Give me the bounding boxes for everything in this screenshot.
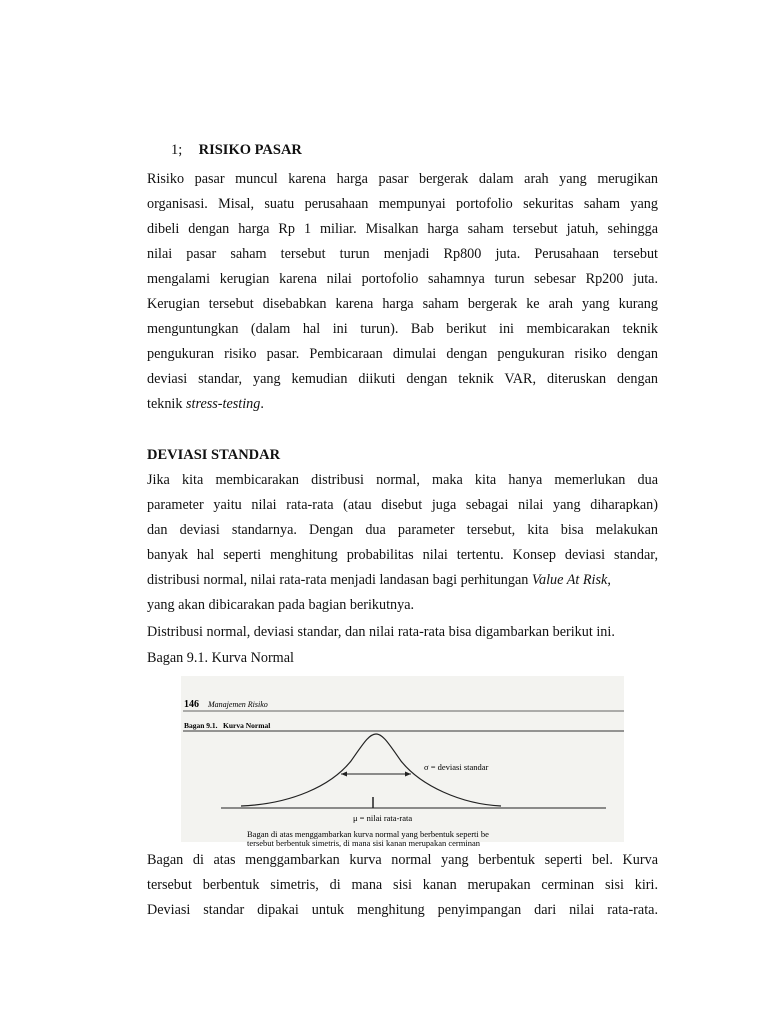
figure-bottom-text-2: tersebut berbentuk simetris, di mana sisi kanan merupakan cerminan [247, 838, 480, 848]
paragraph-line: parameter yaitu nilai rata-rata (atau disebut juga sebagai nilai yang diharapkan) [147, 497, 658, 513]
mu-label: μ = nilai rata-rata [353, 813, 413, 823]
figure-intro-line: Distribusi normal, deviasi standar, dan nilai rata-rata bisa digambarkan berikut ini. [147, 624, 615, 640]
normal-curve-image [181, 676, 624, 848]
paragraph-last-line [147, 392, 658, 417]
paragraph-line: Risiko pasar muncul karena harga pasar bergerak dalam arah yang merugikan [147, 171, 658, 187]
figure-caption: Bagan 9.1. Kurva Normal [147, 650, 294, 666]
book-header: Manajemen Risiko [208, 700, 268, 709]
section-heading-risiko-pasar [171, 142, 302, 159]
paragraph-line: tersebut berbentuk simetris, di mana sisi kanan merupakan cerminan sisi kiri. [147, 877, 658, 893]
paragraph-line: yang akan dibicarakan pada bagian berikutnya. [147, 597, 415, 613]
paragraph-risiko-pasar [147, 167, 658, 417]
paragraph-line: pengukuran risiko pasar. Pembicaraan dimulai dengan pengukuran risiko dengan [147, 346, 658, 362]
figure-bottom-text-1: Bagan di atas menggambarkan kurva normal yang berbentuk seperti be [247, 829, 489, 839]
paragraph-line: dan deviasi standarnya. Dengan dua parameter tersebut, kita bisa melakukan [147, 522, 658, 538]
book-page-number: 146 [184, 699, 199, 710]
section-number: 1; [171, 142, 183, 158]
sigma-label: σ = deviasi standar [424, 762, 489, 772]
paragraph-line: nilai pasar saham tersebut turun menjadi Rp800 juta. Perusahaan tersebut [147, 246, 658, 262]
figure-label-title: Kurva Normal [223, 721, 271, 730]
paragraph-line [147, 568, 658, 593]
italic-term: stress-testing [186, 396, 261, 412]
paragraph-line: dibeli dengan harga Rp 1 miliar. Misalkan harga saham tersebut jatuh, sehingga [147, 221, 658, 237]
paragraph-kurva-description [147, 848, 658, 923]
section-heading-deviasi-standar: DEVIASI STANDAR [147, 447, 281, 463]
paragraph-line: Deviasi standar dipakai untuk menghitung penyimpangan dari nilai rata-rata. [147, 902, 658, 918]
paragraph-line: organisasi. Misal, suatu perusahaan mempunyai portofolio sekuritas saham yang [147, 196, 658, 212]
paragraph-line: Kerugian tersebut disebabkan karena harga saham bergerak ke arah yang kurang [147, 296, 658, 312]
text-suffix: , [607, 572, 611, 588]
italic-term: Value At Risk [531, 572, 608, 588]
normal-curve-figure [181, 676, 624, 848]
text-prefix: teknik [147, 396, 187, 412]
paragraph-line: Bagan di atas menggambarkan kurva normal yang berbentuk seperti bel. Kurva [147, 852, 658, 868]
figure-label-prefix: Bagan 9.1. [184, 721, 218, 730]
paragraph-line: Jika kita membicarakan distribusi normal, maka kita hanya memerlukan dua [147, 472, 658, 488]
paragraph-line: deviasi standar, yang kemudian diikuti dengan teknik VAR, diteruskan dengan [147, 371, 658, 387]
paragraph-line: mengalami kerugian karena nilai portofolio sahamnya turun sebesar Rp200 juta. [147, 271, 658, 287]
section-title: RISIKO PASAR [198, 142, 302, 158]
paragraph-deviasi-standar [147, 468, 658, 618]
text-prefix: distribusi normal, nilai rata-rata menjadi landasan bagi perhitungan [147, 572, 532, 588]
paragraph-line: banyak hal seperti menghitung probabilitas nilai tertentu. Konsep deviasi standar, [147, 547, 658, 563]
paragraph-line: menguntungkan (dalam hal ini turun). Bab berikut ini membicarakan teknik [147, 321, 658, 337]
text-suffix: . [260, 396, 264, 412]
